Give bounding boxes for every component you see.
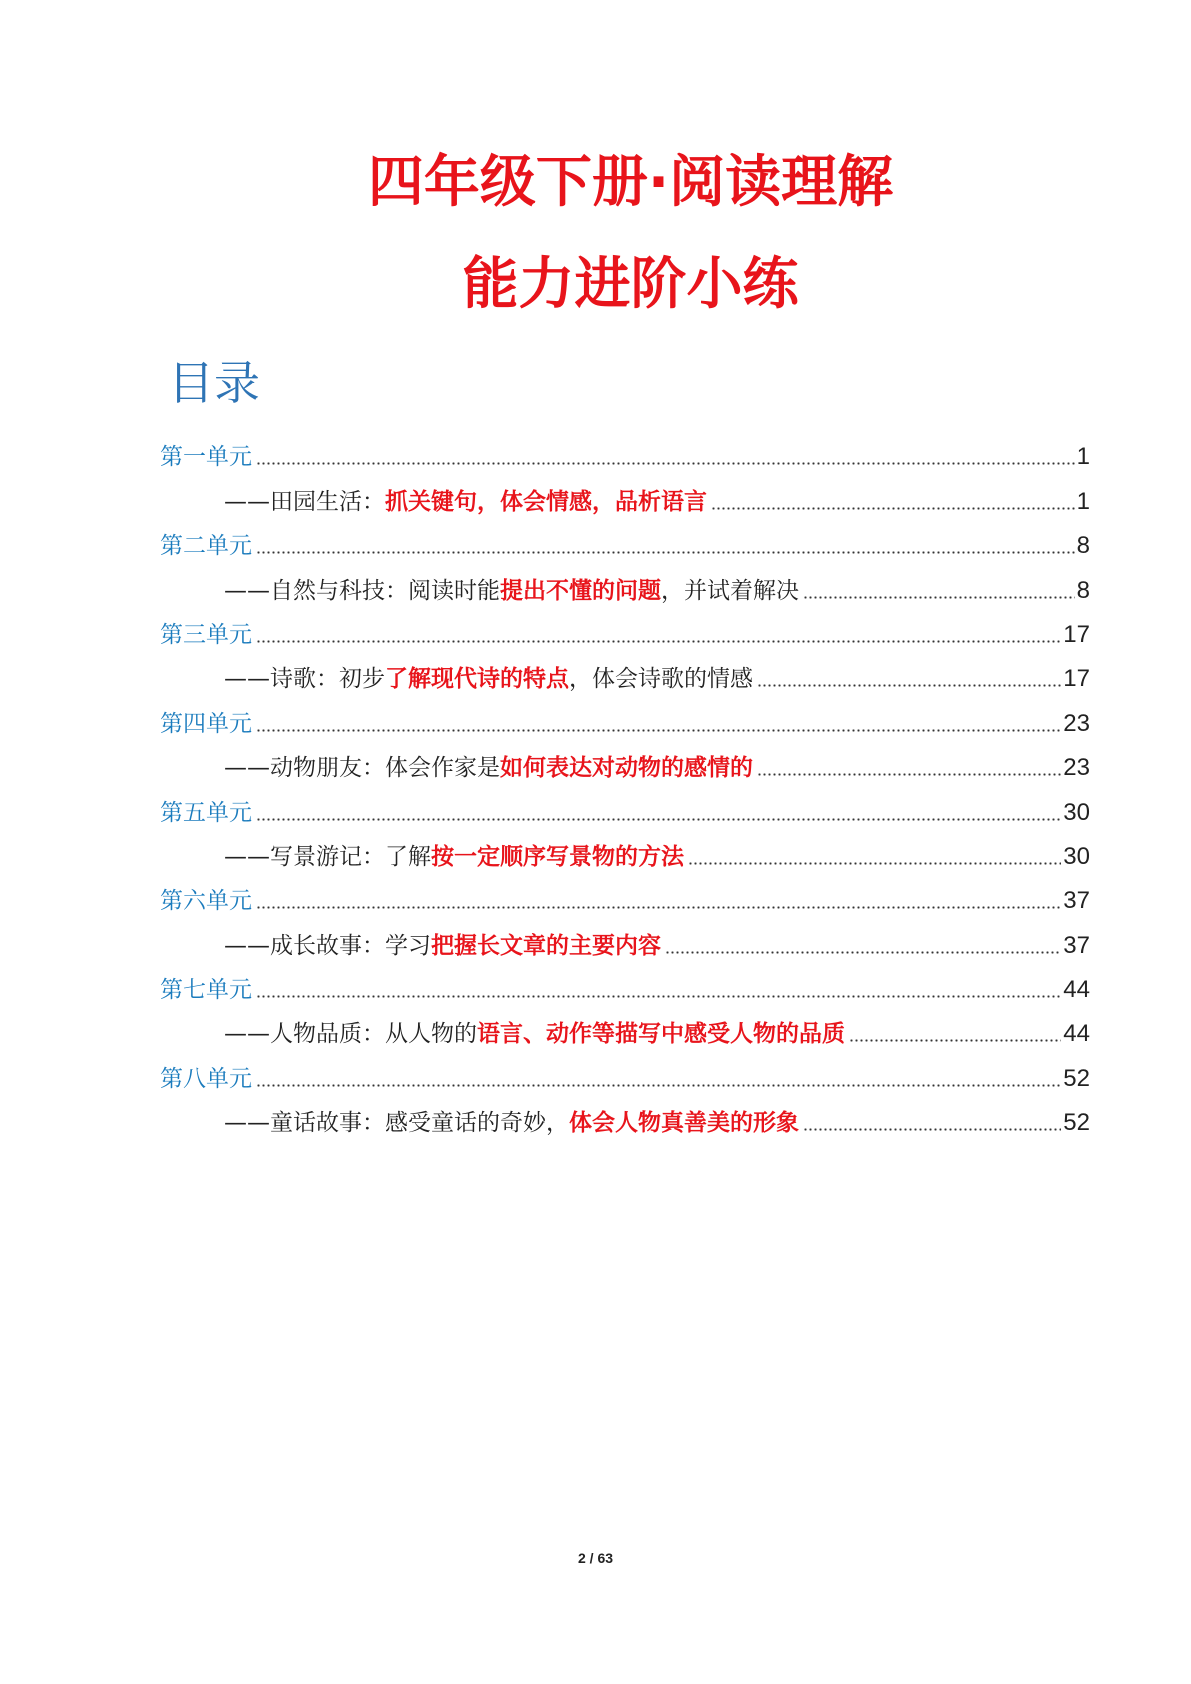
dot-leader xyxy=(256,551,1075,554)
subtopic-page-number: 17 xyxy=(1063,665,1090,693)
document-title-line2: 能力进阶小练 xyxy=(462,252,799,317)
toc-subtopic-entry[interactable] xyxy=(160,916,1090,960)
subtopic-page-number: 1 xyxy=(1076,487,1090,515)
unit-title: 第七单元 xyxy=(160,977,252,1004)
unit-page-number: 17 xyxy=(1063,620,1090,648)
unit-page-number: 44 xyxy=(1063,976,1090,1004)
dot-leader xyxy=(256,462,1075,465)
subtopic-page-number: 30 xyxy=(1063,842,1090,870)
unit-title: 第六单元 xyxy=(160,888,252,915)
dot-leader xyxy=(803,1128,1061,1131)
dot-leader xyxy=(849,1039,1061,1042)
toc-subtopic-entry[interactable] xyxy=(160,1094,1090,1138)
subtopic-highlight: 如何表达对动物的感情的 xyxy=(500,755,753,782)
unit-page-number: 8 xyxy=(1076,532,1090,560)
unit-title: 第八单元 xyxy=(160,1065,252,1092)
subtopic-suffix: ，体会诗歌的情感 xyxy=(569,666,753,693)
subtopic-prefix: ——田园生活： xyxy=(224,488,385,515)
unit-title: 第四单元 xyxy=(160,710,252,737)
dot-leader xyxy=(256,640,1061,643)
toc-subtopic-entry[interactable] xyxy=(160,828,1090,872)
unit-title: 第五单元 xyxy=(160,799,252,826)
toc-unit-entry[interactable] xyxy=(160,1049,1090,1093)
subtopic-highlight: 抓关键句，体会情感，品析语言 xyxy=(385,488,707,515)
subtopic-highlight: 把握长文章的主要内容 xyxy=(431,932,661,959)
toc-unit-entry[interactable] xyxy=(160,783,1090,827)
subtopic-prefix: ——人物品质：从人物的 xyxy=(224,1021,477,1048)
subtopic-prefix: ——动物朋友：体会作家是 xyxy=(224,755,500,782)
dot-leader xyxy=(256,818,1061,821)
subtopic-prefix: ——自然与科技：阅读时能 xyxy=(224,577,500,604)
toc-unit-entry[interactable] xyxy=(160,428,1090,472)
unit-title: 第一单元 xyxy=(160,444,252,471)
dot-leader xyxy=(688,862,1061,865)
subtopic-page-number: 52 xyxy=(1063,1109,1090,1137)
toc-unit-entry[interactable] xyxy=(160,606,1090,650)
subtopic-prefix: ——童话故事：感受童话的奇妙， xyxy=(224,1110,569,1137)
unit-title: 第三单元 xyxy=(160,621,252,648)
dot-leader xyxy=(757,684,1061,687)
page-number: 2 / 63 xyxy=(577,1550,614,1566)
subtopic-suffix: ，并试着解决 xyxy=(661,577,799,604)
toc-unit-entry[interactable] xyxy=(160,872,1090,916)
document-title-line1: 四年级下册·阅读理解 xyxy=(367,150,894,215)
dot-leader xyxy=(256,729,1061,732)
subtopic-page-number: 8 xyxy=(1076,576,1090,604)
unit-title: 第二单元 xyxy=(160,533,252,560)
subtopic-prefix: ——诗歌：初步 xyxy=(224,666,385,693)
dot-leader xyxy=(665,951,1061,954)
toc-heading: 目录 xyxy=(168,356,260,410)
subtopic-highlight: 语言、动作等描写中感受人物的品质 xyxy=(477,1021,845,1048)
subtopic-highlight: 按一定顺序写景物的方法 xyxy=(431,843,684,870)
toc-unit-entry[interactable] xyxy=(160,961,1090,1005)
toc-subtopic-entry[interactable] xyxy=(160,739,1090,783)
dot-leader xyxy=(803,596,1075,599)
subtopic-page-number: 44 xyxy=(1063,1020,1090,1048)
subtopic-prefix: ——成长故事：学习 xyxy=(224,932,431,959)
unit-page-number: 52 xyxy=(1063,1064,1090,1092)
dot-leader xyxy=(757,773,1061,776)
subtopic-page-number: 23 xyxy=(1063,754,1090,782)
dot-leader xyxy=(711,507,1075,510)
unit-page-number: 1 xyxy=(1076,443,1090,471)
toc-unit-entry[interactable] xyxy=(160,694,1090,738)
dot-leader xyxy=(256,1084,1061,1087)
toc-subtopic-entry[interactable] xyxy=(160,472,1090,516)
subtopic-highlight: 提出不懂的问题 xyxy=(500,577,661,604)
subtopic-prefix: ——写景游记：了解 xyxy=(224,843,431,870)
unit-page-number: 23 xyxy=(1063,709,1090,737)
unit-page-number: 30 xyxy=(1063,798,1090,826)
dot-leader xyxy=(256,995,1061,998)
dot-leader xyxy=(256,906,1061,909)
toc-unit-entry[interactable] xyxy=(160,517,1090,561)
toc-subtopic-entry[interactable] xyxy=(160,1005,1090,1049)
toc-subtopic-entry[interactable] xyxy=(160,650,1090,694)
unit-page-number: 37 xyxy=(1063,887,1090,915)
toc-subtopic-entry[interactable] xyxy=(160,561,1090,605)
subtopic-highlight: 体会人物真善美的形象 xyxy=(569,1110,799,1137)
subtopic-highlight: 了解现代诗的特点 xyxy=(385,666,569,693)
subtopic-page-number: 37 xyxy=(1063,931,1090,959)
table-of-contents xyxy=(160,428,1090,1138)
